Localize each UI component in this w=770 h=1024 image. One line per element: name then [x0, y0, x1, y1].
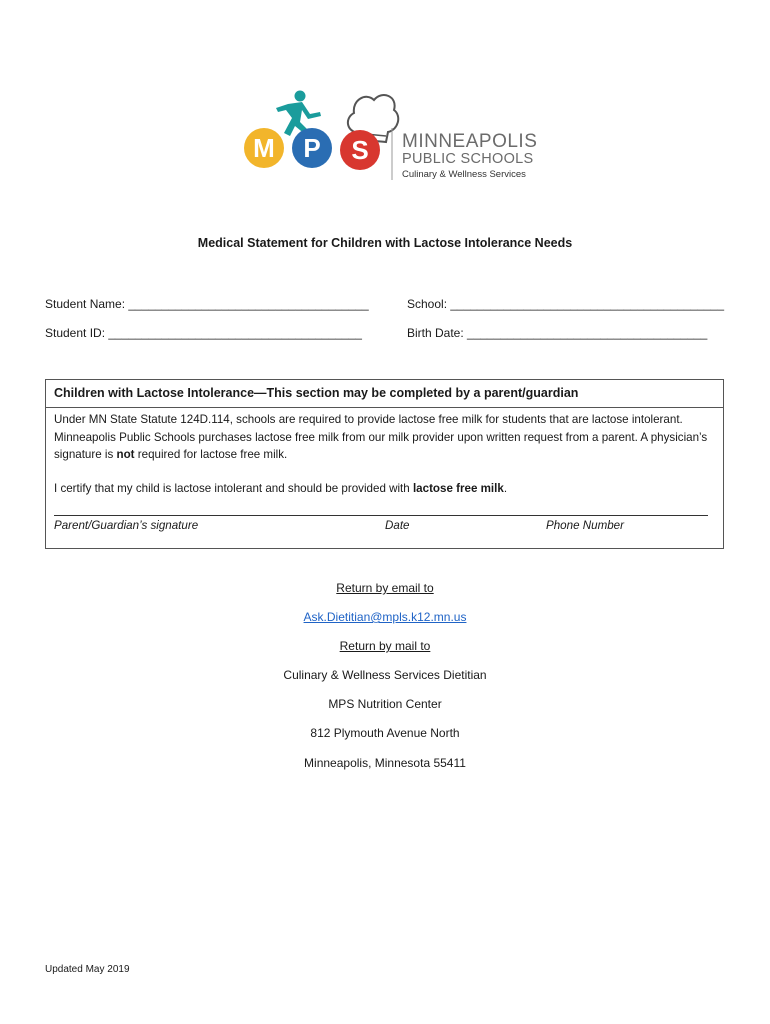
student-name-field[interactable]: Student Name: ____________________________________	[45, 297, 369, 311]
signature-labels	[54, 517, 715, 533]
section-heading: Children with Lactose Intolerance—This section may be completed by a parent/guardian	[46, 380, 723, 408]
statute-paragraph	[54, 411, 715, 464]
return-mail-label: Return by mail to	[339, 639, 431, 653]
parent-section	[45, 379, 724, 549]
address-line-4: Minneapolis, Minnesota 55411	[304, 756, 466, 770]
letter-s: S	[351, 135, 369, 165]
signature-line[interactable]	[54, 515, 708, 516]
student-id-field[interactable]: Student ID: ______________________________________	[45, 326, 362, 340]
logo-line-culinary: Culinary & Wellness Services	[402, 169, 526, 180]
certify-text-end: .	[503, 481, 508, 495]
date-label: Date	[385, 519, 410, 532]
letter-m: M	[253, 133, 275, 163]
email-link[interactable]: Ask.Dietitian@mpls.k12.mn.us	[303, 610, 467, 624]
logo-line-minneapolis: MINNEAPOLIS	[402, 131, 538, 152]
certify-paragraph	[54, 480, 715, 498]
logo-line-public-schools: PUBLIC SCHOOLS	[402, 151, 534, 167]
statute-text: Under MN State Statute 124D.114, schools are required to provide lactose free milk for students that are lactose intolerant. Minneapolis Public Schools purchases lactose free milk from our milk provider upon written request from a parent. A physician’s signature is	[54, 413, 708, 461]
certify-text: I certify that my child is lactose intolerant and should be provided with	[54, 481, 413, 495]
page-title: Medical Statement for Children with Lactose Intolerance Needs	[197, 236, 573, 250]
address-line-1: Culinary & Wellness Services Dietitian	[283, 668, 487, 682]
statute-text-end: required for lactose free milk.	[134, 448, 288, 461]
address-line-2: MPS Nutrition Center	[328, 697, 442, 711]
statute-emphasis: not	[116, 448, 135, 461]
address-line-3: 812 Plymouth Avenue North	[310, 726, 460, 740]
return-email-label: Return by email to	[336, 581, 434, 595]
logo-wordmark	[402, 132, 537, 182]
updated-date: Updated May 2019	[45, 964, 130, 975]
section-body	[46, 408, 723, 533]
birth-date-field[interactable]: Birth Date: ____________________________________	[407, 326, 708, 340]
signature-label: Parent/Guardian’s signature	[54, 519, 199, 532]
mps-logo-graphic	[242, 88, 402, 188]
phone-label: Phone Number	[546, 519, 624, 532]
certify-emphasis: lactose free milk	[412, 481, 504, 495]
school-field[interactable]: School: _________________________________________	[407, 297, 724, 311]
letter-p: P	[303, 133, 321, 163]
email-link-wrap	[0, 610, 770, 624]
